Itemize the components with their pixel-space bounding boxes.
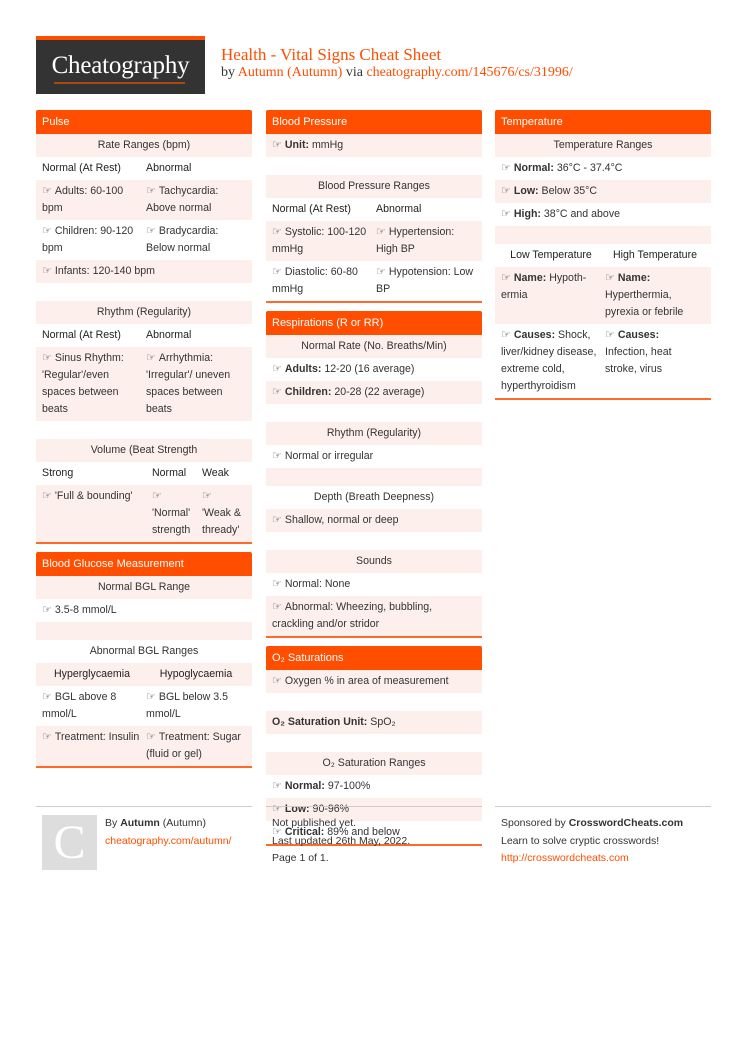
pointing-hand-icon: ☞	[501, 162, 511, 174]
col-header: Strong	[42, 467, 74, 479]
table-header	[36, 663, 252, 686]
pointing-hand-icon: ☞	[272, 803, 282, 815]
table-row	[36, 726, 252, 766]
cell-text: Treatment: Insulin	[54, 731, 140, 743]
cell-text: Tachycardia: Above normal	[146, 185, 219, 214]
table-row	[266, 775, 482, 798]
table-row	[495, 324, 711, 398]
pointing-hand-icon: ☞	[605, 272, 615, 284]
cell-text: 89% and below	[327, 826, 400, 838]
cell	[272, 264, 372, 298]
table-header	[36, 157, 252, 180]
pointing-hand-icon: ☞	[501, 208, 511, 220]
cell	[372, 264, 476, 298]
cell	[142, 350, 246, 418]
pointing-hand-icon: ☞	[272, 601, 282, 613]
cell-text: 12-20 (16 average)	[324, 363, 415, 375]
spacer	[495, 226, 711, 244]
pointing-hand-icon: ☞	[202, 490, 212, 502]
pointing-hand-icon: ☞	[272, 578, 282, 590]
label: Causes:	[617, 329, 660, 341]
byline	[221, 65, 573, 81]
pointing-hand-icon: ☞	[272, 780, 282, 792]
cell	[142, 223, 246, 257]
pointing-hand-icon: ☞	[605, 329, 615, 341]
footer-author	[36, 806, 252, 885]
column-1	[36, 110, 252, 776]
page-title: Health - Vital Signs Cheat Sheet	[221, 45, 442, 64]
table-row	[36, 220, 252, 260]
cell-text: Infection, heat stroke, virus	[605, 346, 672, 375]
table-row	[495, 203, 711, 226]
label: Critical:	[284, 826, 325, 838]
col-header: Normal	[152, 467, 187, 479]
cell	[501, 270, 601, 321]
table-row	[266, 509, 482, 532]
cell-text: Infants: 120-140 bpm	[54, 265, 155, 277]
subheading: Sounds	[266, 550, 482, 573]
pointing-hand-icon: ☞	[272, 386, 282, 398]
spacer	[266, 404, 482, 422]
sponsor-name: CrosswordCheats.com	[568, 817, 684, 829]
cell	[142, 689, 246, 723]
column-2	[266, 110, 482, 854]
cell-text: Hypertension: High BP	[376, 226, 455, 255]
cell	[601, 327, 705, 395]
label: Low:	[513, 185, 539, 197]
pointing-hand-icon: ☞	[272, 139, 282, 151]
subheading: Rate Ranges (bpm)	[36, 134, 252, 157]
cell-text: Diastolic: 60-80 mmHg	[272, 266, 358, 295]
cell-text: BGL below 3.5 mmol/L	[146, 691, 228, 720]
pointing-hand-icon: ☞	[42, 490, 52, 502]
cell	[372, 224, 476, 258]
author-line	[105, 815, 255, 833]
cell	[42, 729, 142, 763]
spacer	[266, 734, 482, 752]
table-row	[266, 711, 482, 734]
cell-text: Normal: None	[284, 578, 351, 590]
table-row	[36, 686, 252, 726]
pointing-hand-icon: ☞	[42, 265, 52, 277]
cell-text: Oxygen % in area of measurement	[284, 675, 449, 687]
pointing-hand-icon: ☞	[272, 826, 282, 838]
cheatography-logo[interactable]	[36, 36, 205, 94]
table-row	[266, 134, 482, 157]
subheading: Blood Pressure Ranges	[266, 175, 482, 198]
section-blood-glucose	[36, 552, 252, 768]
cell-text: Sinus Rhythm: 'Regular'/even spaces between beats	[42, 352, 124, 415]
cell-text: Hyperthermia, pyrexia or febrile	[605, 289, 684, 318]
cell-text: Children: 90-120 bpm	[42, 225, 134, 254]
cell-text: Hypoth- ermia	[501, 272, 587, 301]
section-title: Blood Glucose Measurement	[36, 552, 252, 576]
subheading: Rhythm (Regularity)	[36, 301, 252, 324]
label: Low:	[284, 803, 310, 815]
subheading: Volume (Beat Strength	[36, 439, 252, 462]
published-status: Not published yet.	[272, 817, 357, 829]
footer-sponsor	[495, 806, 711, 868]
cell-text: 'Full & bounding'	[54, 490, 133, 502]
cell-text: Normal or irregular	[284, 450, 374, 462]
cell-text: 38°C and above	[543, 208, 621, 220]
sheet-url-link[interactable]: cheatography.com/145676/cs/31996/	[366, 65, 573, 80]
table-row	[266, 445, 482, 468]
col-header: Normal (At Rest)	[42, 162, 121, 174]
pointing-hand-icon: ☞	[272, 363, 282, 375]
pointing-hand-icon: ☞	[272, 450, 282, 462]
cell	[42, 350, 142, 418]
label: Normal:	[513, 162, 554, 174]
cell-text: 20-28 (22 average)	[334, 386, 425, 398]
author-name: Autumn	[120, 817, 160, 829]
pointing-hand-icon: ☞	[272, 675, 282, 687]
cell	[202, 488, 246, 539]
sponsor-tagline: Learn to solve cryptic crosswords!	[501, 834, 660, 847]
label: O₂ Saturation Unit:	[272, 716, 368, 728]
table-row	[266, 381, 482, 404]
cell-text: BGL above 8 mmol/L	[42, 691, 117, 720]
pointing-hand-icon: ☞	[146, 225, 156, 237]
pointing-hand-icon: ☞	[152, 490, 162, 502]
cell-text: 36°C - 37.4°C	[556, 162, 623, 174]
section-title: Temperature	[495, 110, 711, 134]
pointing-hand-icon: ☞	[42, 185, 52, 197]
subheading: Rhythm (Regularity)	[266, 422, 482, 445]
table-row	[266, 261, 482, 301]
col-header: Hyperglycaemia	[54, 668, 130, 680]
spacer	[36, 283, 252, 301]
table-row	[36, 347, 252, 421]
author-handle: (Autumn)	[162, 817, 206, 829]
logo-underline	[54, 82, 185, 84]
label: Normal:	[284, 780, 325, 792]
label: High:	[513, 208, 541, 220]
col-header: Normal (At Rest)	[272, 203, 351, 215]
sponsor-url-link[interactable]: http://crosswordcheats.com	[501, 852, 629, 864]
logo-text: Cheatography	[51, 52, 190, 79]
label: Unit:	[284, 139, 309, 151]
col-header: Weak	[202, 467, 229, 479]
cell	[42, 689, 142, 723]
col-header: Low Temperature	[510, 249, 592, 261]
table-row	[266, 573, 482, 596]
table-row	[266, 596, 482, 636]
table-row	[36, 599, 252, 622]
section-title: Pulse	[36, 110, 252, 134]
cell	[142, 183, 246, 217]
by-prefix: by	[221, 65, 235, 80]
table-row	[266, 221, 482, 261]
cell	[272, 224, 372, 258]
spacer	[266, 532, 482, 550]
cell	[42, 223, 142, 257]
cell-text: 'Weak & thready'	[202, 507, 241, 536]
table-row	[495, 267, 711, 324]
col-header: Hypoglycaemia	[159, 668, 233, 680]
cell	[142, 729, 246, 763]
subheading: O₂ Saturation Ranges	[266, 752, 482, 775]
pointing-hand-icon: ☞	[42, 604, 52, 616]
cell-text: Adults: 60-100 bpm	[42, 185, 124, 214]
cell	[42, 488, 152, 539]
sponsor-prefix: Sponsored by	[501, 817, 566, 829]
pointing-hand-icon: ☞	[272, 266, 282, 278]
page-count: Page 1 of 1.	[272, 852, 329, 864]
cell-text: Abnormal: Wheezing, bubbling, crackling and/or stridor	[272, 601, 433, 630]
table-header	[266, 198, 482, 221]
cell	[601, 270, 705, 321]
last-updated: Last updated 26th May, 2022.	[272, 834, 411, 847]
section-title: Blood Pressure	[266, 110, 482, 134]
avatar: C	[42, 815, 97, 870]
spacer	[266, 693, 482, 711]
cell-text: 97-100%	[327, 780, 371, 792]
pointing-hand-icon: ☞	[376, 226, 386, 238]
section-title: O₂ Saturations	[266, 646, 482, 670]
by-label: By	[105, 817, 118, 829]
label: Name:	[617, 272, 651, 284]
subheading: Temperature Ranges	[495, 134, 711, 157]
cell-text: 90-96%	[312, 803, 350, 815]
cell	[42, 183, 142, 217]
footer-meta	[266, 806, 482, 868]
pointing-hand-icon: ☞	[146, 352, 156, 364]
author-url-link[interactable]: cheatography.com/autumn/	[105, 834, 232, 847]
via-text: via	[345, 65, 363, 80]
table-header	[495, 244, 711, 267]
table-row	[36, 180, 252, 220]
col-header: High Temperature	[612, 249, 697, 261]
section-respirations	[266, 311, 482, 638]
pointing-hand-icon: ☞	[42, 352, 52, 364]
table-row	[36, 485, 252, 542]
cell-text: Shock, liver/kidney disease, extreme cold, hyperthyroidism	[501, 329, 597, 392]
section-blood-pressure	[266, 110, 482, 303]
table-row	[495, 157, 711, 180]
subheading: Depth (Breath Deepness)	[266, 486, 482, 509]
cell-text: mmHg	[311, 139, 344, 151]
pointing-hand-icon: ☞	[272, 226, 282, 238]
pointing-hand-icon: ☞	[501, 185, 511, 197]
pointing-hand-icon: ☞	[42, 225, 52, 237]
sponsor-line	[501, 815, 711, 833]
cell-text: Below 35°C	[541, 185, 598, 197]
cell-text: 3.5-8 mmol/L	[54, 604, 117, 616]
table-row	[36, 260, 252, 283]
label: Children:	[284, 386, 332, 398]
cell-text: Treatment: Sugar (fluid or gel)	[146, 731, 241, 760]
label: Name:	[513, 272, 547, 284]
author-link[interactable]: Autumn (Autumn)	[237, 65, 343, 80]
table-row	[266, 358, 482, 381]
cell-text: Systolic: 100-120 mmHg	[272, 226, 367, 255]
author-info	[105, 815, 255, 850]
spacer	[36, 622, 252, 640]
pointing-hand-icon: ☞	[146, 731, 156, 743]
cell-text: Bradycardia: Below normal	[146, 225, 219, 254]
section-title: Respirations (R or RR)	[266, 311, 482, 335]
section-pulse	[36, 110, 252, 544]
spacer	[36, 421, 252, 439]
pointing-hand-icon: ☞	[146, 185, 156, 197]
subheading: Normal BGL Range	[36, 576, 252, 599]
cell-text: 'Normal' strength	[152, 507, 191, 536]
label: Causes:	[513, 329, 556, 341]
pointing-hand-icon: ☞	[501, 329, 511, 341]
spacer	[266, 468, 482, 486]
section-temperature	[495, 110, 711, 400]
cell-text: SpO₂	[370, 716, 396, 728]
column-3	[495, 110, 711, 408]
pointing-hand-icon: ☞	[376, 266, 386, 278]
col-header: Abnormal	[146, 329, 192, 341]
pointing-hand-icon: ☞	[501, 272, 511, 284]
col-header: Abnormal	[376, 203, 422, 215]
col-header: Abnormal	[146, 162, 192, 174]
pointing-hand-icon: ☞	[42, 691, 52, 703]
cell-text: Arrhythmia: 'Irregular'/ uneven spaces between beats	[146, 352, 231, 415]
cell-text: Hypotension: Low BP	[376, 266, 474, 295]
spacer	[266, 157, 482, 175]
cell	[501, 327, 601, 395]
subheading: Abnormal BGL Ranges	[36, 640, 252, 663]
cell-text: Shallow, normal or deep	[284, 514, 399, 526]
table-row	[495, 180, 711, 203]
table-row	[266, 670, 482, 693]
pointing-hand-icon: ☞	[146, 691, 156, 703]
label: Adults:	[284, 363, 322, 375]
table-header	[36, 324, 252, 347]
cell	[152, 488, 202, 539]
table-header	[36, 462, 252, 485]
pointing-hand-icon: ☞	[42, 731, 52, 743]
col-header: Normal (At Rest)	[42, 329, 121, 341]
pointing-hand-icon: ☞	[272, 514, 282, 526]
subheading: Normal Rate (No. Breaths/Min)	[266, 335, 482, 358]
